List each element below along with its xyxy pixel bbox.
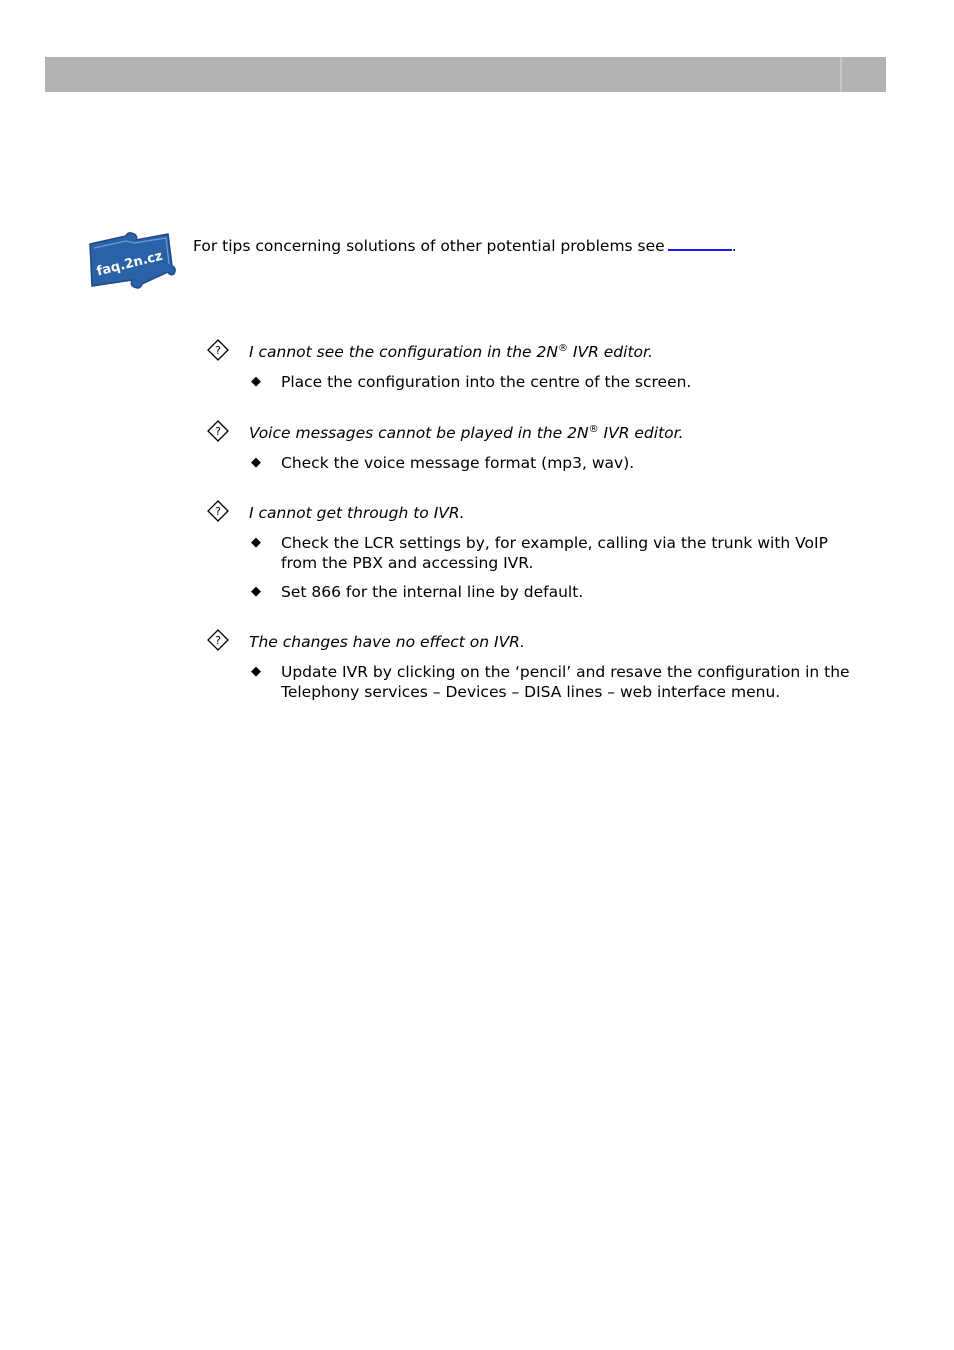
svg-text:?: ?	[215, 505, 221, 518]
svg-text:?: ?	[215, 425, 221, 438]
header-bar	[45, 57, 886, 92]
faq-puzzle-logo-icon	[82, 230, 176, 290]
answer-text: Set 866 for the internal line by default.	[281, 583, 584, 601]
bullet-diamond-icon: ◆	[251, 455, 261, 470]
svg-text:?: ?	[215, 344, 221, 357]
question-diamond-icon	[207, 420, 229, 442]
question-text: I cannot see the configuration in the 2N® IVR editor.	[249, 343, 653, 362]
answer-text: Place the configuration into the centre of the screen.	[281, 373, 692, 391]
svg-text:?: ?	[215, 634, 221, 647]
tip-paragraph	[193, 233, 737, 255]
bullet-diamond-icon: ◆	[251, 584, 261, 599]
answer-text: Check the voice message format (mp3, wav).	[281, 454, 635, 472]
bullet-diamond-icon: ◆	[251, 535, 261, 550]
question-diamond-icon	[207, 339, 229, 361]
answer-text: Update IVR by clicking on the ‘pencil’ and resave the configuration in the Telephony services – Devices – DISA lines – web interface menu.	[281, 663, 850, 701]
question-text: The changes have no effect on IVR.	[249, 633, 525, 651]
faq-logo-text: faq.2n.cz	[95, 248, 165, 280]
bullet-diamond-icon: ◆	[251, 374, 261, 389]
header-separator	[840, 57, 842, 92]
bullet-diamond-icon: ◆	[251, 664, 261, 679]
tip-end: .	[731, 237, 737, 255]
question-diamond-icon	[207, 629, 229, 651]
question-text: I cannot get through to IVR.	[249, 504, 465, 522]
tip-text: For tips concerning solutions of other potential problems see	[193, 237, 665, 255]
question-diamond-icon	[207, 500, 229, 522]
faq-link[interactable]	[668, 233, 732, 251]
answer-text: Check the LCR settings by, for example, calling via the trunk with VoIP from the PBX and accessing IVR.	[281, 534, 828, 572]
question-text: Voice messages cannot be played in the 2N® IVR editor.	[249, 424, 684, 443]
